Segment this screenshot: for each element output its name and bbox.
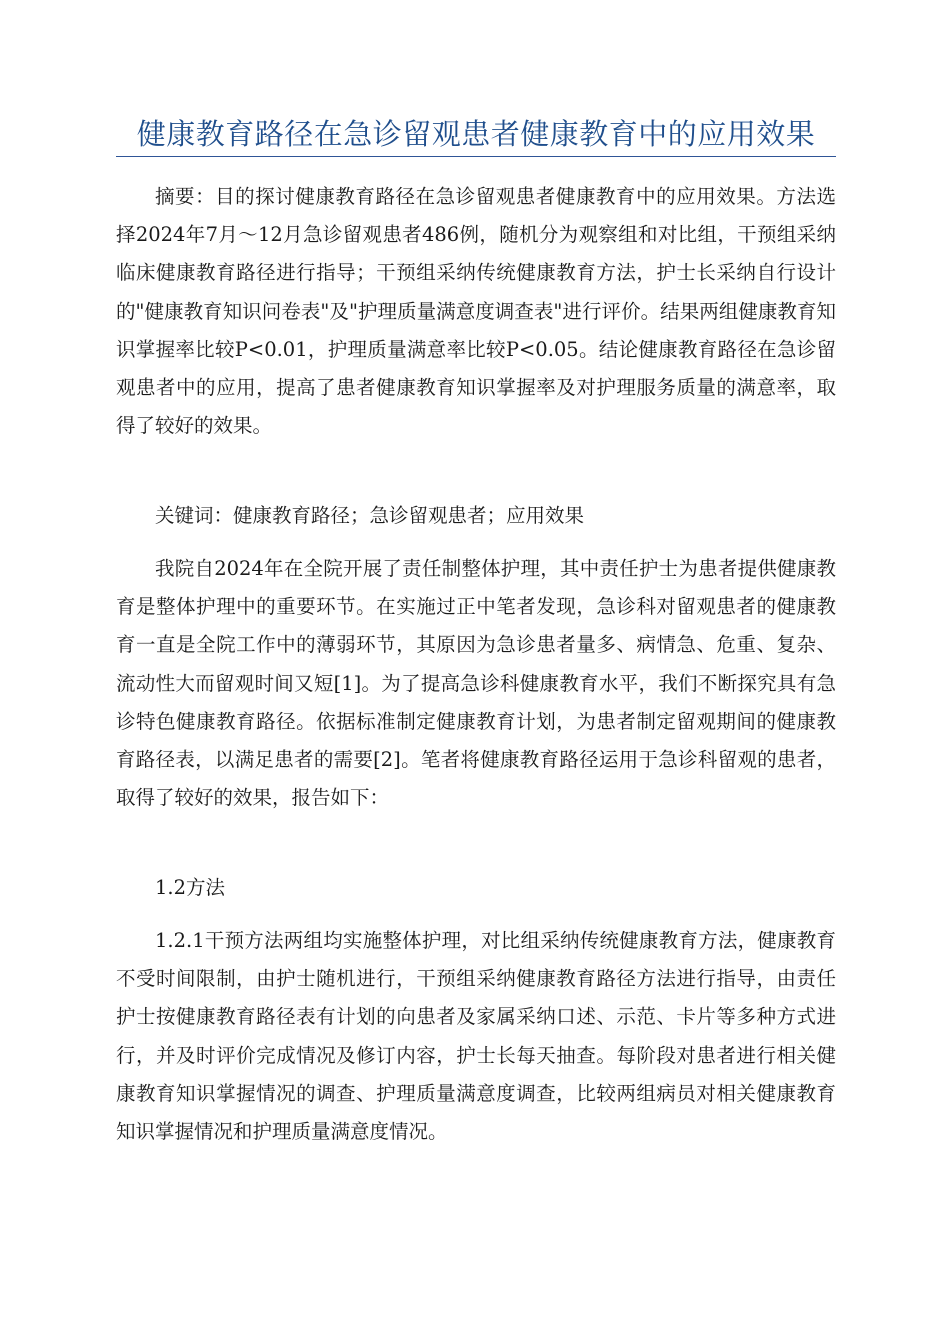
introduction-paragraph: 我院自2024年在全院开展了责任制整体护理，其中责任护士为患者提供健康教育是整体护理中的重要环节。在实施过正中笔者发现，急诊科对留观患者的健康教育一直是全院工作中的薄弱环节，其原因为急诊患者量多、病情急、危重、复杂、流动性大而留观时间又短[1]。为了提高急诊科健康教育水平，我们不断探究具有急诊特色健康教育路径。依据标准制定健康教育计划，为患者制定留观期间的健康教育路径表，以满足患者的需要[2]。笔者将健康教育路径运用于急诊科留观的患者，取得了较好的效果，报告如下： [116,557,836,810]
title-underline [116,156,836,157]
abstract-paragraph: 摘要：目的探讨健康教育路径在急诊留观患者健康教育中的应用效果。方法选择2024年7月～12月急诊留观患者486例，随机分为观察组和对比组，干预组采纳临床健康教育路径进行指导；干预组采纳传统健康教育方法，护士长采纳自行设计的"健康教育知识问卷表"及"护理质量满意度调查表"进行评价。结果两组健康教育知识掌握率比较P<0.01，护理质量满意率比较P<0.05。结论健康教育路径在急诊留观患者中的应用，提高了患者健康教育知识掌握率及对护理服务质量的满意率，取得了较好的效果。 [116,185,836,438]
document-title: 健康教育路径在急诊留观患者健康教育中的应用效果 [136,117,816,151]
section-heading-method: 1.2方法 [155,876,226,899]
keywords-paragraph: 关键词：健康教育路径；急诊留观患者；应用效果 [155,504,585,527]
method-paragraph: 1.2.1干预方法两组均实施整体护理，对比组采纳传统健康教育方法，健康教育不受时间限制，由护士随机进行，干预组采纳健康教育路径方法进行指导，由责任护士按健康教育路径表有计划的向患者及家属采纳口述、示范、卡片等多种方式进行，并及时评价完成情况及修订内容，护士长每天抽查。每阶段对患者进行相关健康教育知识掌握情况的调查、护理质量满意度调查，比较两组病员对相关健康教育知识掌握情况和护理质量满意度情况。 [116,929,836,1144]
